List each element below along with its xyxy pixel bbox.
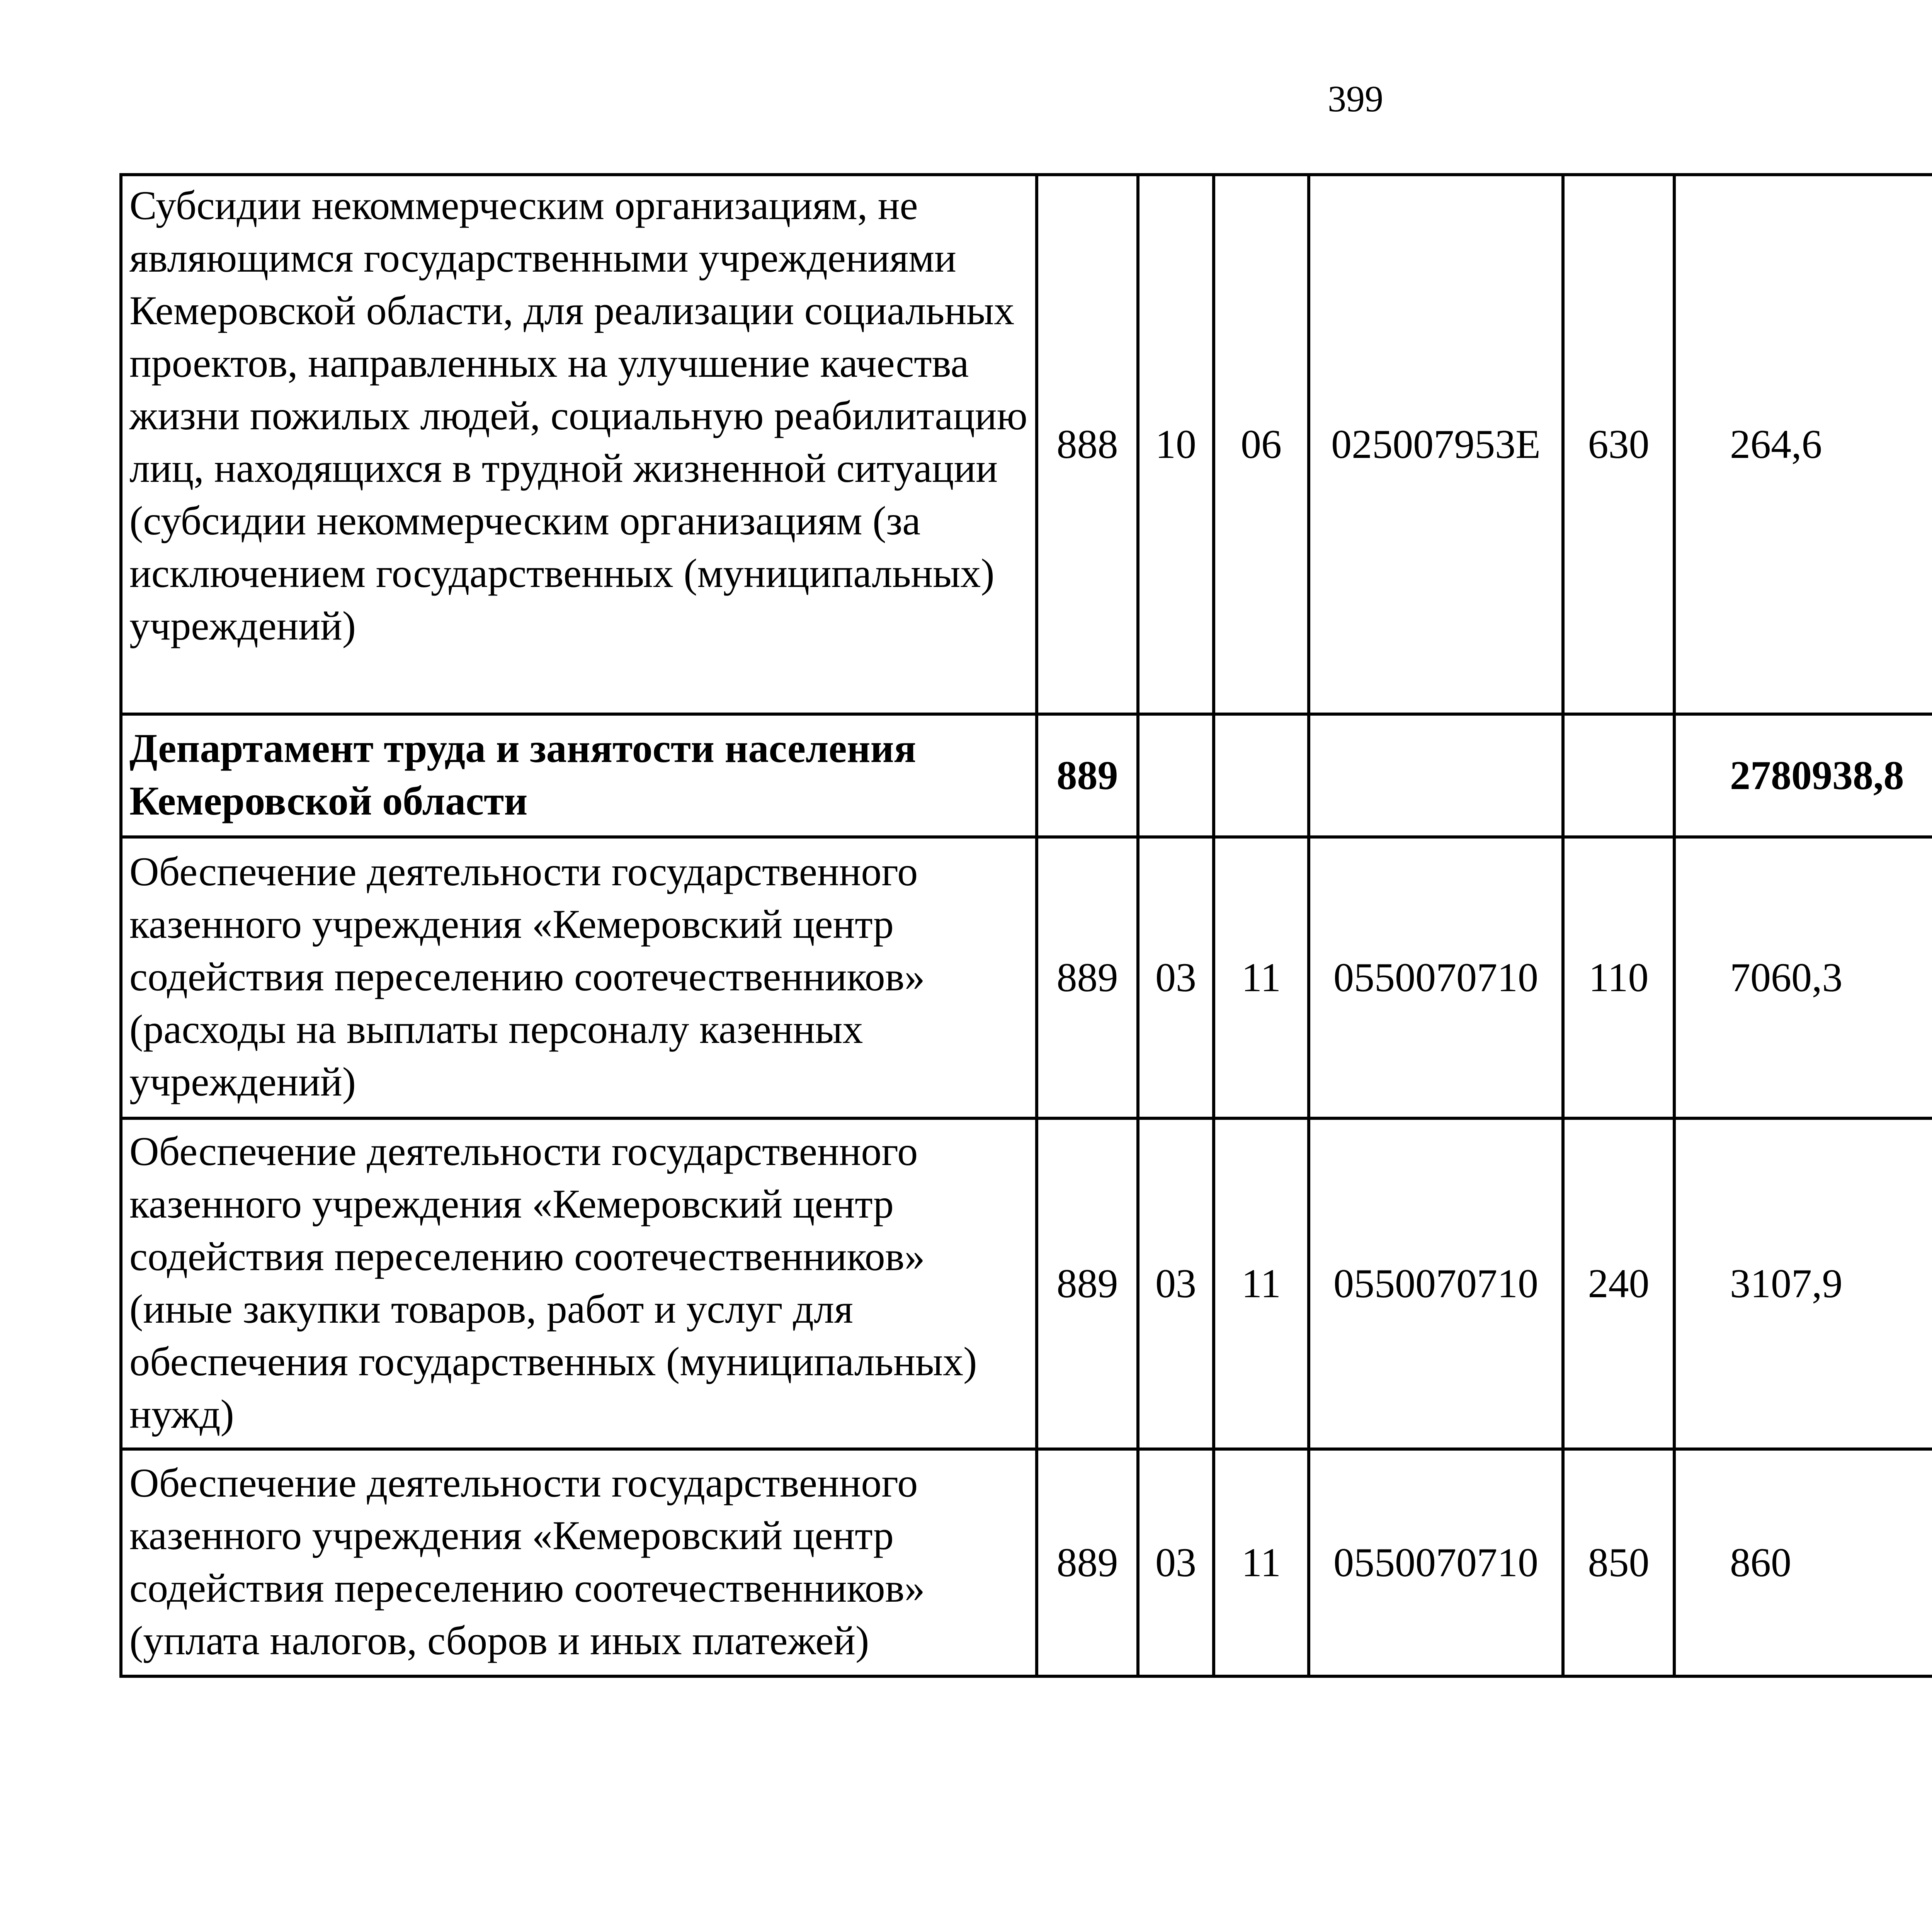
budget-table [119,173,1932,1678]
section-code: 03 [1138,1449,1214,1676]
department-name: Департамент труда и занятости населения Кемеровской области [121,714,1037,837]
page-number: 399 [1328,78,1383,119]
amount-year-1: 264,6 [1674,175,1932,714]
target-article-code: 0550070710 [1309,837,1563,1118]
row-description: Субсидии некоммерческим организациям, не являющимся государственными учреждениями Кемеровской области, для реализации социальных проектов, направленных на улучшение качества жизни пожилых людей, социальную реабилитацию лиц, находящихся в трудной жизненной ситуации (субсидии некоммерческим организациям (за исключением государственных (муниципальных) учреждений) [121,175,1037,714]
section-code: 03 [1138,1118,1214,1449]
department-row [121,714,1932,837]
ministry-code: 889 [1037,1118,1138,1449]
amount-year-1: 2780938,8 [1674,714,1932,837]
row-description: Обеспечение деятельности государственного казенного учреждения «Кемеровский центр содействия переселению соотечественников» (иные закупки товаров, работ и услуг для обеспечения государственных (муниципальных) нужд) [121,1118,1037,1449]
section-code: 03 [1138,837,1214,1118]
amount-year-1: 860 [1674,1449,1932,1676]
target-article-code: 0550070710 [1309,1118,1563,1449]
ministry-code: 888 [1037,175,1138,714]
target-article-code: 0550070710 [1309,1449,1563,1676]
section-code [1138,714,1214,837]
expense-type-code: 850 [1563,1449,1674,1676]
table-row [121,1118,1932,1449]
target-article-code: 025007953Е [1309,175,1563,714]
expense-type-code: 110 [1563,837,1674,1118]
subsection-code: 06 [1214,175,1309,714]
subsection-code [1214,714,1309,837]
expense-type-code: 630 [1563,175,1674,714]
amount-year-1: 3107,9 [1674,1118,1932,1449]
ministry-code: 889 [1037,714,1138,837]
subsection-code: 11 [1214,837,1309,1118]
subsection-code: 11 [1214,1118,1309,1449]
table-row [121,175,1932,714]
amount-year-1: 7060,3 [1674,837,1932,1118]
ministry-code: 889 [1037,1449,1138,1676]
target-article-code [1309,714,1563,837]
row-description: Обеспечение деятельности государственного казенного учреждения «Кемеровский центр содействия переселению соотечественников» (уплата налогов, сборов и иных платежей) [121,1449,1037,1676]
table-row [121,1449,1932,1676]
row-description: Обеспечение деятельности государственного казенного учреждения «Кемеровский центр содействия переселению соотечественников» (расходы на выплаты персоналу казенных учреждений) [121,837,1037,1118]
subsection-code: 11 [1214,1449,1309,1676]
section-code: 10 [1138,175,1214,714]
expense-type-code: 240 [1563,1118,1674,1449]
table-row [121,837,1932,1118]
expense-type-code [1563,714,1674,837]
ministry-code: 889 [1037,837,1138,1118]
